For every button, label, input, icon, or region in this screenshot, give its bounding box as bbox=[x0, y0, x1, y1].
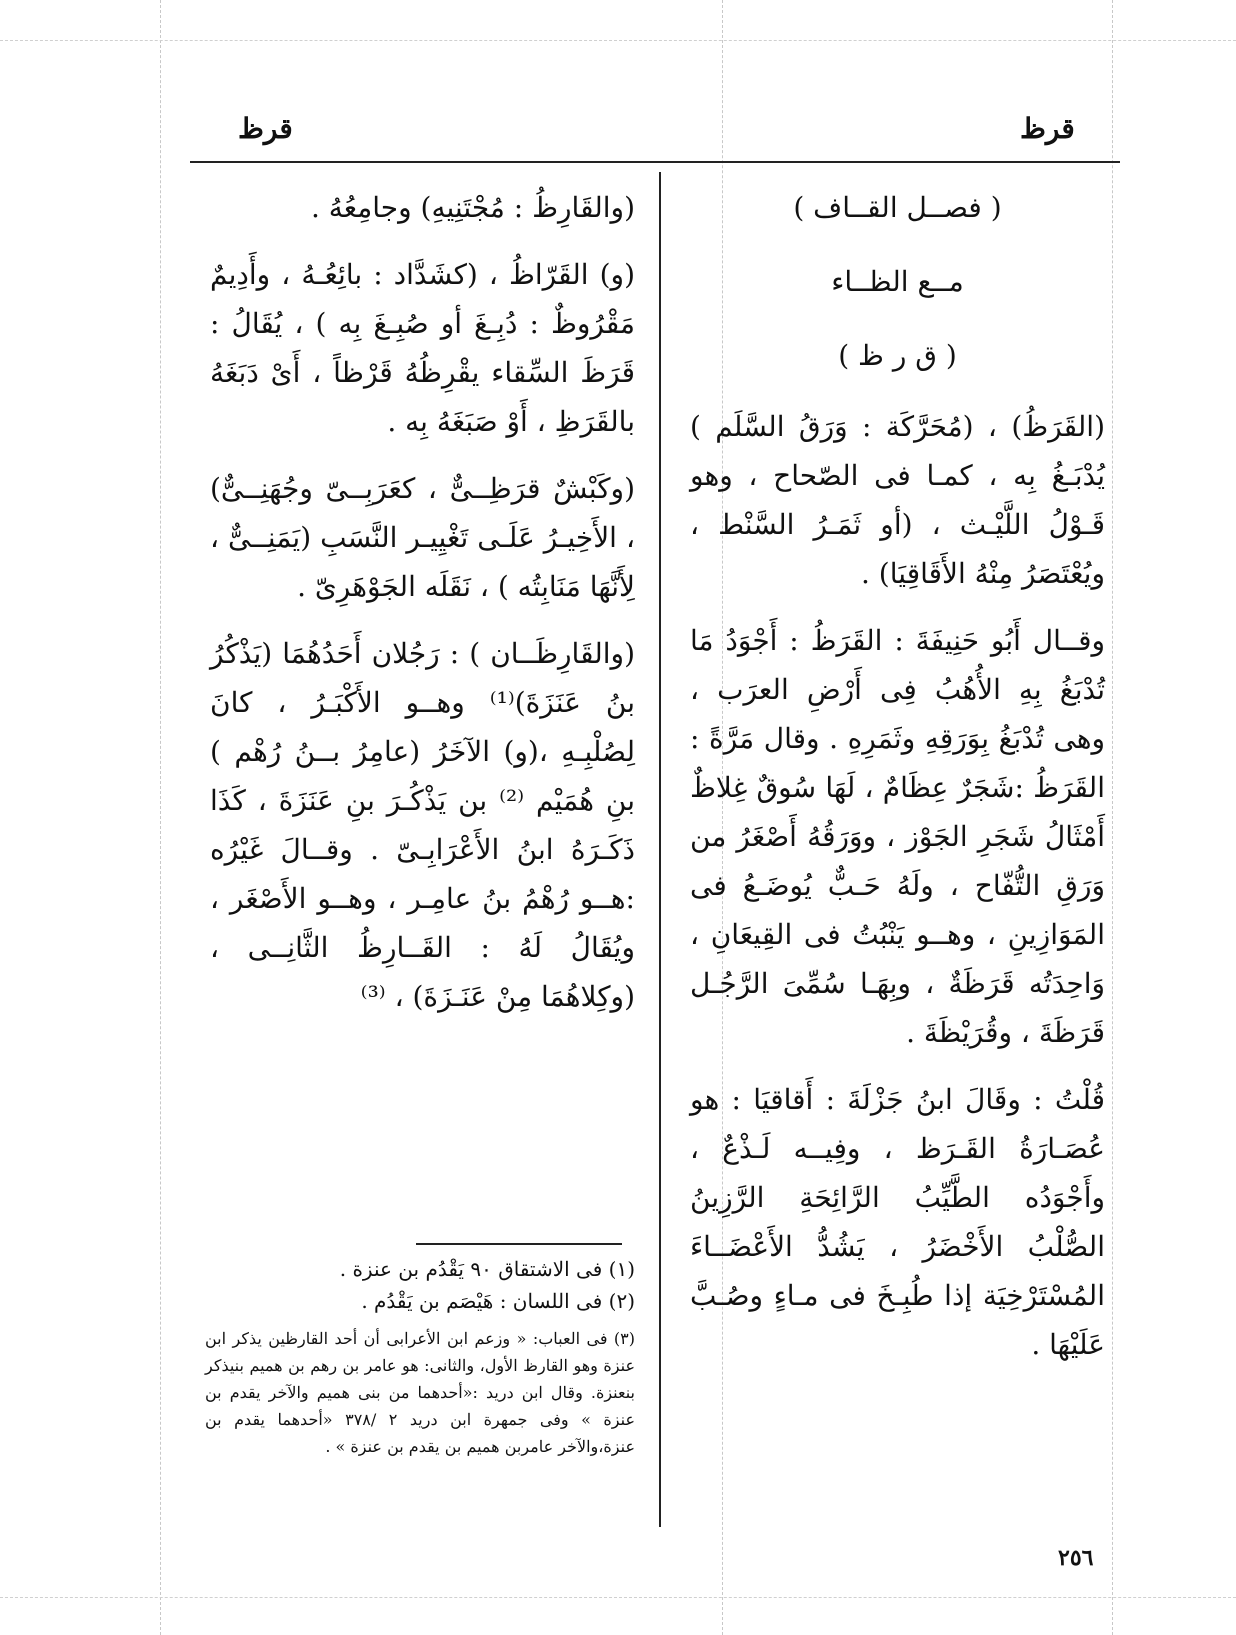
scan-guide-line bbox=[0, 40, 1236, 41]
entry-paragraph: وقــال أَبُو حَنِيفَةَ : القَرَظُ : أَجْوَدُ مَا تُدْبَغُ بِهِ الأُهُبُ فِى أَرْضِ العرَب ، وهى تُدْبَغُ بِوَرَقِهِ وثَمَرِهِ . وقال مَرَّةً : القَرَظُ :شَجَرٌ عِظَامٌ ، لَهَا سُوقٌ غِلاظٌ أَمْثَالُ شَجَرِ الجَوْز ، ووَرَقُهُ أَصْغَرُ من وَرَقِ التُّفّاح ، ولَهُ حَـبٌّ يُوضَـعُ فى المَوَازِينِ ، وهــو يَنْبُتُ فى القِيعَانِ ، وَاحِدَتُه قَرَظَةٌ ، وبِهَـا سُمِّىَ الرَّجُـل قَرَظَةَ ، وقُرَيْظَةَ . bbox=[690, 624, 1105, 1049]
scan-guide-line bbox=[160, 0, 161, 1635]
root-heading: ( ق ر ظ ) bbox=[838, 339, 957, 372]
scan-guide-line bbox=[0, 1597, 1236, 1598]
footnote: (٢) فى اللسان : هَيْصَم بن يَقْدُم . bbox=[361, 1289, 635, 1313]
entry-paragraph: قُلْتُ : وقَالَ ابنُ جَزْلَةَ : أَقاقيَا : هو عُصَـارَةُ القَـرَظ ، وفِيــه لَـذْعٌ ، وأَجْوَدُه الطَّيِّبُ الرَّائِحَةِ الرَّزِينُ الصُّلْبُ الأَخْضَرُ ، يَشُدُّ الأَعْضَــاءَ المُسْتَرْخِيَة إذا طُبِـخَ فى مـاءٍ وصُـبَّ عَلَيْهَا . bbox=[690, 1083, 1105, 1361]
entry-paragraph: (والقَارِظَــان ) : رَجُلان أَحَدُهُمَا (يَذْكُرُ بنُ عَنَزَةَ)⁽¹⁾ وهــو الأَكْبَـرُ ، كانَ لِصُلْبِـهِ ،(و) الآخَرُ (عامِرُ بــنُ رُهْم ) بنِ هُمَيْم ⁽²⁾ بن يَذْكُـرَ بنِ عَنَزَةَ ، كَذَا ذَكَـرَهُ ابنُ الأَعْرَابِـىّ . وقــالَ غَيْرُه :هــو رُهْمُ بنُ عامِـر ، وهــو الأَصْغَر ، ويُقَالُ لَهُ : القَــارِظُ الثَّانِــى ، (وكِلاهُمَا مِنْ عَنَـزَةَ) ، ⁽³⁾ bbox=[210, 637, 635, 1013]
footnote: (١) فى الاشتقاق ٩٠ يَقْدُم بن عنزة . bbox=[339, 1257, 635, 1281]
running-head-right: قرظ bbox=[1020, 112, 1075, 145]
footnote: (٣) فى العباب: « وزعم ابن الأعرابى أن أحد القارظين يذكر ابن عنزة وهو القارظ الأول، والثانى: هو عامر بن رهم بن هميم بنيذكر بنعنزة. وقال ابن دريد :«أحدهما من بنى هميم والآخر يقدم بن عنزة » وفى جمهرة ابن دريد ٢ /٣٧٨ «أحدهما يقدم بن عنزة،والآخر عامربن هميم بن يقدم بن عنزة » . bbox=[205, 1329, 636, 1456]
header-rule bbox=[190, 161, 1120, 163]
page-number: ٢٥٦ bbox=[1058, 1545, 1094, 1571]
scan-guide-line bbox=[1112, 0, 1113, 1635]
left-column bbox=[210, 183, 635, 1039]
entry-paragraph: (و) القَرّاظُ ، (كشَدَّاد : بائِعُـهُ ، وأَدِيمٌ مَقْرُوظٌ : دُبِـغَ أو صُبِـغَ بِه ) ، يُقَالُ : قَرَظَ السِّقاء يقْرِظُهُ قَرْظاً ، أَىْ دَبَغَهُ بالقَرَظِ ، أَوْ صَبَغَهُ بِه . bbox=[210, 258, 635, 438]
entry-paragraph: (القَرَظُ) ، (مُحَرَّكَة : وَرَقُ السَّلَم ) يُدْبَـغُ بِه ، كمـا فى الصّحاح ، وهو قَـوْلُ اللَّيْـث ، (أو ثَمَـرُ السَّنْط ، ويُعْتَصَرُ مِنْهُ الأَقَاقِيَا) . bbox=[690, 410, 1105, 590]
right-column bbox=[690, 178, 1105, 1387]
footnotes bbox=[205, 1253, 635, 1460]
footnote-rule bbox=[416, 1243, 622, 1245]
entry-paragraph: (والقَارِظُ : مُجْتَنِيهِ) وجامِعُهُ . bbox=[310, 191, 635, 224]
section-title: ( فصــل القــاف ) bbox=[793, 191, 1002, 224]
section-subtitle: مــع الظــاء bbox=[831, 265, 964, 298]
column-divider bbox=[659, 172, 661, 1527]
running-head-left: قرظ bbox=[238, 112, 293, 145]
entry-paragraph: (وكَبْشٌ قرَظِــىٌّ ، كعَرَبِــىّ وجُهَنِــىٌّ) ، الأَخِيـرُ عَلَـى تَغْيِيـر النَّسَبِ (يَمَنِــىٌّ ، لِأَنَّهَا مَنَابِتُه ) ، نَقَلَه الجَوْهَرِىّ . bbox=[210, 472, 635, 603]
